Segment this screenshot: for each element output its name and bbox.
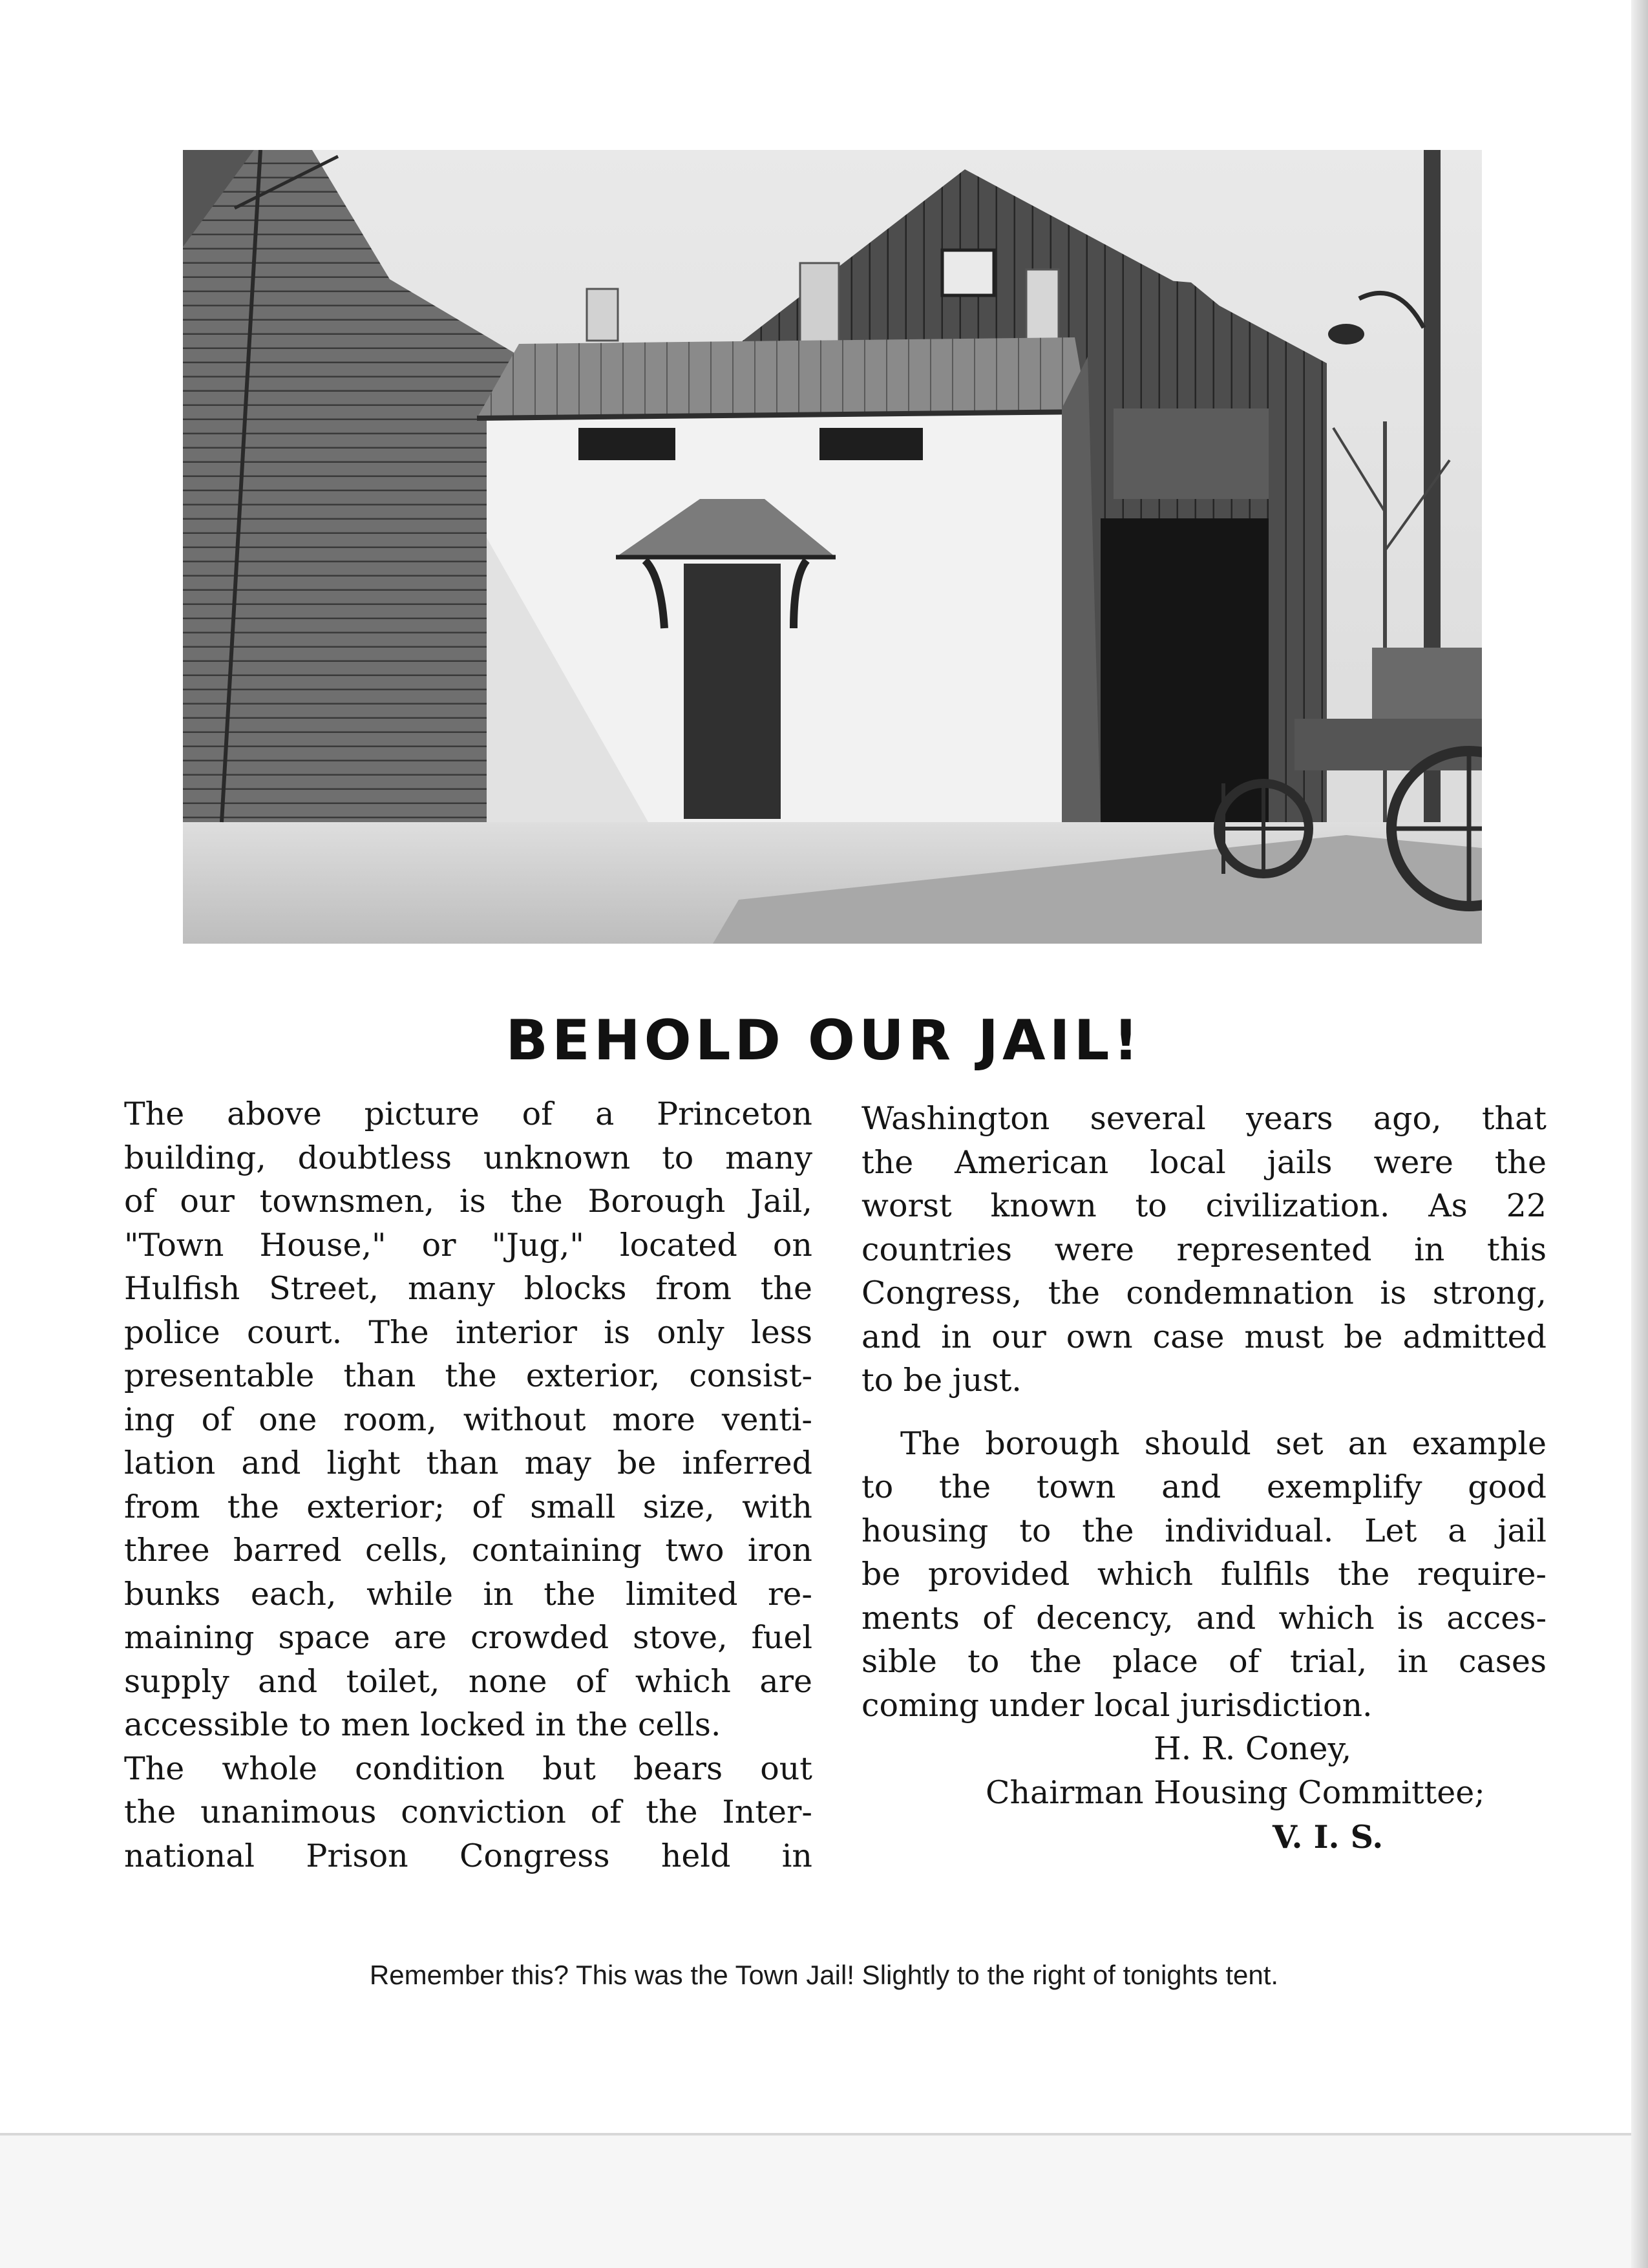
article-line: countries were represented in this (861, 1231, 1547, 1268)
article-right-column (861, 1097, 1547, 1859)
article-line: and in our own case must be admitted (861, 1318, 1547, 1355)
article-line: three barred cells, containing two iron (124, 1532, 812, 1569)
article-line: housing to the individual. Let a jail (861, 1512, 1547, 1549)
article-line: building, doubtless unknown to many (124, 1139, 812, 1176)
signature-org: V. I. S. (1273, 1818, 1384, 1856)
article-line: police court. The interior is only less (124, 1313, 812, 1351)
article-line: presentable than the exterior, consist- (124, 1357, 812, 1394)
article-line: Congress, the condemnation is strong, (861, 1275, 1547, 1311)
article-line: the American local jails were the (861, 1143, 1547, 1181)
article-line: The above picture of a Princeton (124, 1096, 812, 1132)
article-line: Hulfish Street, many blocks from the (124, 1270, 812, 1307)
article-line: sible to the place of trial, in cases (861, 1643, 1547, 1680)
article-line: Washington several years ago, that (861, 1100, 1547, 1137)
headline: BEHOLD OUR JAIL! (505, 1008, 1143, 1073)
article-line: The borough should set an example (900, 1425, 1547, 1462)
article-line: be provided which fulfils the require- (861, 1556, 1547, 1593)
article-line: worst known to civilization. As 22 (861, 1187, 1547, 1224)
article-line: lation and light than may be inferred (124, 1445, 812, 1481)
signature-title: Chairman Housing Committee; (986, 1774, 1485, 1811)
article-line: supply and toilet, none of which are (124, 1662, 812, 1700)
article-line: ments of decency, and which is acces- (861, 1599, 1547, 1637)
signature-name: H. R. Coney, (1154, 1730, 1352, 1767)
article-line: from the exterior; of small size, with (124, 1488, 812, 1525)
article-line: The whole condition but bears out (124, 1750, 812, 1787)
article-line: accessible to men locked in the cells. (124, 1706, 721, 1743)
article-line: national Prison Congress held in (124, 1837, 812, 1874)
article-line: the unanimous conviction of the Inter- (124, 1794, 812, 1830)
article-line: of our townsmen, is the Borough Jail, (124, 1183, 812, 1220)
article-line: "Town House," or "Jug," located on (124, 1226, 812, 1264)
article-line: coming under local jurisdiction. (861, 1686, 1373, 1724)
article-left-column (124, 1092, 812, 1878)
article-line: to the town and exemplify good (861, 1468, 1547, 1505)
photo-caption: Remember this? This was the Town Jail! Slightly to the right of tonights tent. (369, 1960, 1279, 1990)
article-line: maining space are crowded stove, fuel (124, 1619, 812, 1656)
jail-photograph (183, 150, 1482, 944)
article-line: bunks each, while in the limited re- (124, 1575, 812, 1613)
page-edge-shadow (1631, 0, 1648, 2268)
article-line: to be just. (861, 1362, 1022, 1399)
article-line: ing of one room, without more venti- (124, 1401, 812, 1438)
